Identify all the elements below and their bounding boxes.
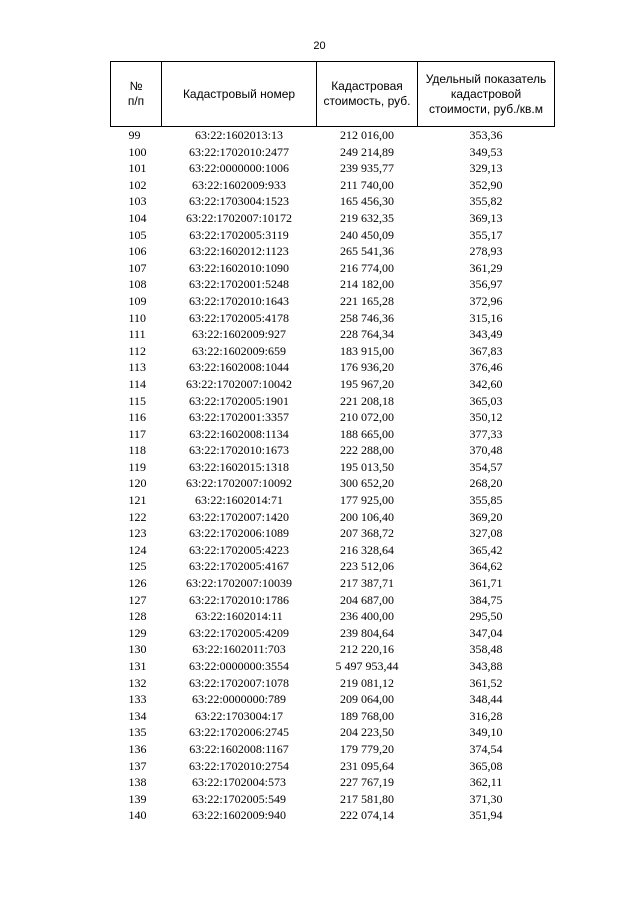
cell-cadastral-number: 63:22:1702001:5248 (188, 277, 289, 292)
cell-cadastral-value: 204 223,50 (340, 725, 394, 740)
cell-num: 121 (128, 493, 147, 508)
table-row (111, 492, 555, 509)
cell-num: 116 (128, 410, 147, 425)
cell-num: 106 (128, 244, 147, 259)
cell-cadastral-number: 63:22:1702005:4223 (188, 542, 289, 557)
cell-num: 122 (128, 509, 147, 524)
cell-specific-value: 365,08 (469, 758, 503, 773)
cell-cadastral-number: 63:22:1602008:1134 (189, 426, 289, 441)
cell-cadastral-value: 211 740,00 (340, 177, 394, 192)
table-row (111, 625, 555, 642)
cell-cadastral-number: 63:22:1702007:10092 (185, 476, 292, 491)
table-row (111, 393, 555, 410)
table-row (111, 210, 555, 227)
cell-specific-value: 351,94 (469, 808, 503, 823)
cell-cadastral-value: 214 182,00 (340, 277, 394, 292)
cell-cadastral-number: 63:22:1702005:4209 (188, 625, 289, 640)
cell-cadastral-number: 63:22:1602011:703 (192, 642, 286, 657)
cell-num: 117 (128, 426, 147, 441)
cell-specific-value: 315,16 (469, 310, 503, 325)
cell-num: 108 (128, 277, 147, 292)
cell-cadastral-number: 63:22:1602008:1044 (188, 360, 289, 375)
cell-num: 103 (128, 194, 147, 209)
cell-specific-value: 362,11 (469, 775, 503, 790)
cell-cadastral-value: 212 016,00 (340, 128, 394, 142)
cell-num: 139 (128, 791, 147, 806)
cell-num: 113 (128, 360, 147, 375)
cell-cadastral-value: 195 013,50 (340, 459, 394, 474)
table-row (111, 177, 555, 194)
cell-cadastral-number: 63:22:1702005:1901 (188, 393, 289, 408)
header-specific-value: Удельный показатель кадастровой стоимости, руб./кв.м (418, 62, 555, 127)
table-row (111, 641, 555, 658)
table-row (111, 558, 555, 575)
cell-cadastral-value: 217 581,80 (340, 791, 394, 806)
cell-cadastral-value: 249 214,89 (340, 144, 394, 159)
cell-num: 114 (128, 376, 147, 391)
cell-cadastral-number: 63:22:1702006:2745 (188, 725, 289, 740)
table-row (111, 442, 555, 459)
cell-specific-value: 377,33 (469, 426, 503, 441)
cell-num: 127 (128, 592, 147, 607)
cell-num: 99 (128, 128, 141, 142)
cell-cadastral-value: 177 925,00 (340, 493, 394, 508)
cell-num: 129 (128, 625, 147, 640)
cell-num: 105 (128, 227, 147, 242)
cell-num: 112 (128, 343, 147, 358)
cell-specific-value: 352,90 (469, 177, 503, 192)
cell-num: 128 (128, 609, 147, 624)
cell-specific-value: 349,53 (469, 144, 503, 159)
header-cadastral-value: Кадастровая стоимость, руб. (317, 62, 418, 127)
table-row (111, 127, 555, 144)
table-row (111, 326, 555, 343)
cell-cadastral-number: 63:22:1602012:1123 (189, 244, 289, 259)
cell-num: 100 (128, 144, 147, 159)
cell-cadastral-value: 216 774,00 (340, 260, 394, 275)
cell-num: 136 (128, 741, 147, 756)
table-header-row (111, 62, 555, 127)
table-row (111, 475, 555, 492)
table-row (111, 276, 555, 293)
cell-num: 124 (128, 542, 147, 557)
table-row (111, 343, 555, 360)
cell-num: 138 (128, 775, 147, 790)
header-cadastral-number: Кадастровый номер (162, 62, 317, 127)
table-row (111, 459, 555, 476)
cell-cadastral-number: 63:22:1602009:940 (191, 808, 286, 823)
cell-cadastral-value: 210 072,00 (340, 410, 394, 425)
cell-specific-value: 329,13 (469, 161, 503, 176)
cell-num: 101 (128, 161, 147, 176)
cell-cadastral-number: 63:22:1602010:1090 (188, 260, 289, 275)
cell-num: 111 (128, 327, 146, 342)
table-row (111, 675, 555, 692)
cell-num: 126 (128, 576, 147, 591)
cell-specific-value: 353,36 (469, 128, 503, 142)
table-row (111, 426, 555, 443)
cell-specific-value: 361,52 (469, 675, 503, 690)
cell-cadastral-number: 63:22:1702006:1089 (188, 526, 289, 541)
cell-cadastral-number: 63:22:1602013:13 (194, 128, 283, 142)
header-num: № п/п (111, 62, 162, 127)
cell-specific-value: 369,20 (469, 509, 503, 524)
cell-specific-value: 349,10 (469, 725, 503, 740)
cell-cadastral-number: 63:22:1702005:4167 (188, 559, 289, 574)
cell-specific-value: 350,12 (469, 410, 503, 425)
table-body (111, 127, 555, 824)
cell-cadastral-number: 63:22:1702007:1420 (188, 509, 289, 524)
cell-cadastral-value: 258 746,36 (340, 310, 394, 325)
cell-cadastral-value: 231 095,64 (340, 758, 394, 773)
cell-cadastral-number: 63:22:1702010:2477 (188, 144, 289, 159)
table-row (111, 708, 555, 725)
cell-num: 131 (128, 659, 147, 673)
cell-specific-value: 364,62 (469, 559, 503, 574)
cell-specific-value: 358,48 (469, 642, 503, 657)
cell-num: 115 (128, 393, 147, 408)
cell-cadastral-number: 63:22:1602014:71 (194, 493, 283, 508)
cell-specific-value: 384,75 (469, 592, 503, 607)
cell-specific-value: 268,20 (469, 476, 503, 491)
cell-cadastral-value: 212 220,16 (340, 642, 394, 657)
cell-cadastral-number: 63:22:1702005:549 (191, 791, 286, 806)
cell-cadastral-value: 217 387,71 (340, 576, 394, 591)
cell-specific-value: 343,49 (469, 327, 503, 342)
table-row (111, 741, 555, 758)
cell-cadastral-number: 63:22:0000000:3554 (188, 659, 289, 673)
cell-cadastral-value: 216 328,64 (340, 542, 394, 557)
cadastral-table (110, 61, 555, 824)
cell-cadastral-number: 63:22:1702007:10039 (185, 576, 292, 591)
cell-cadastral-value: 209 064,00 (340, 692, 394, 707)
cell-specific-value: 361,29 (469, 260, 503, 275)
table-row (111, 310, 555, 327)
table-row (111, 807, 555, 824)
cell-cadastral-value: 222 074,14 (340, 808, 394, 823)
cell-specific-value: 355,17 (469, 227, 503, 242)
table-row (111, 509, 555, 526)
cell-num: 107 (128, 260, 147, 275)
cell-cadastral-value: 236 400,00 (340, 609, 394, 624)
cell-cadastral-value: 204 687,00 (340, 592, 394, 607)
table-row (111, 260, 555, 277)
cell-specific-value: 348,44 (469, 692, 503, 707)
cell-specific-value: 355,82 (469, 194, 503, 209)
cell-cadastral-value: 222 288,00 (340, 443, 394, 458)
table-row (111, 542, 555, 559)
cell-num: 134 (128, 708, 147, 723)
cell-cadastral-number: 63:22:1602009:933 (191, 177, 286, 192)
table-row (111, 758, 555, 775)
cell-cadastral-number: 63:22:1702005:4178 (188, 310, 289, 325)
table-row (111, 592, 555, 609)
cell-specific-value: 369,13 (469, 210, 503, 225)
cell-specific-value: 365,42 (469, 542, 503, 557)
table-row (111, 160, 555, 177)
page-number: 20 (313, 40, 326, 52)
cell-cadastral-value: 165 456,30 (340, 194, 394, 209)
cell-cadastral-value: 219 081,12 (340, 675, 394, 690)
table-row (111, 193, 555, 210)
cell-num: 137 (128, 758, 147, 773)
cell-cadastral-number: 63:22:1602008:1167 (189, 741, 289, 756)
cell-cadastral-number: 63:22:1702007:10172 (185, 210, 292, 225)
cell-num: 125 (128, 559, 147, 574)
table-row (111, 658, 555, 675)
cell-specific-value: 371,30 (469, 791, 503, 806)
cell-specific-value: 367,83 (469, 343, 503, 358)
cell-specific-value: 376,46 (469, 360, 503, 375)
cell-cadastral-number: 63:22:1702010:1643 (188, 293, 289, 308)
cell-cadastral-value: 207 368,72 (340, 526, 394, 541)
cell-cadastral-number: 63:22:1602009:659 (191, 343, 286, 358)
cell-cadastral-value: 227 767,19 (340, 775, 394, 790)
cell-specific-value: 295,50 (469, 609, 503, 624)
cell-cadastral-value: 200 106,40 (340, 509, 394, 524)
table-row (111, 409, 555, 426)
cell-num: 130 (128, 642, 147, 657)
cell-cadastral-number: 63:22:0000000:1006 (188, 161, 289, 176)
cell-cadastral-number: 63:22:1702007:1078 (188, 675, 289, 690)
cell-cadastral-value: 239 935,77 (340, 161, 394, 176)
cell-num: 109 (128, 293, 147, 308)
cell-num: 135 (128, 725, 147, 740)
cell-num: 123 (128, 526, 147, 541)
cell-specific-value: 356,97 (469, 277, 503, 292)
cell-cadastral-value: 219 632,35 (340, 210, 394, 225)
cell-cadastral-number: 63:22:1702007:10042 (185, 376, 292, 391)
cell-cadastral-value: 239 804,64 (340, 625, 394, 640)
cell-cadastral-value: 223 512,06 (340, 559, 394, 574)
cell-cadastral-value: 176 936,20 (340, 360, 394, 375)
cell-specific-value: 370,48 (469, 443, 503, 458)
cell-cadastral-number: 63:22:1702001:3357 (188, 410, 289, 425)
table-row (111, 575, 555, 592)
cell-cadastral-value: 221 208,18 (340, 393, 394, 408)
cell-cadastral-value: 265 541,36 (340, 244, 394, 259)
cell-specific-value: 327,08 (469, 526, 503, 541)
cell-cadastral-number: 63:22:1702010:2754 (188, 758, 289, 773)
cell-num: 119 (128, 459, 147, 474)
cell-cadastral-number: 63:22:1702010:1786 (188, 592, 289, 607)
cell-cadastral-number: 63:22:0000000:789 (191, 692, 286, 707)
table-row (111, 791, 555, 808)
cell-cadastral-value: 188 665,00 (340, 426, 394, 441)
table-row (111, 608, 555, 625)
cell-num: 140 (128, 808, 147, 823)
cell-specific-value: 278,93 (469, 244, 503, 259)
table-row (111, 227, 555, 244)
table-row (111, 359, 555, 376)
cell-num: 118 (128, 443, 147, 458)
table-row (111, 525, 555, 542)
cell-cadastral-number: 63:22:1602015:1318 (188, 459, 289, 474)
cell-num: 132 (128, 675, 147, 690)
cell-cadastral-value: 228 764,34 (340, 327, 394, 342)
cell-specific-value: 355,85 (469, 493, 503, 508)
cell-specific-value: 374,54 (469, 741, 503, 756)
cell-cadastral-number: 63:22:1702004:573 (191, 775, 286, 790)
cell-cadastral-number: 63:22:1702010:1673 (188, 443, 289, 458)
cell-specific-value: 372,96 (469, 293, 503, 308)
table-row (111, 144, 555, 161)
cell-num: 104 (128, 210, 147, 225)
cell-specific-value: 347,04 (469, 625, 503, 640)
cell-cadastral-value: 300 652,20 (340, 476, 394, 491)
cell-num: 102 (128, 177, 147, 192)
cell-specific-value: 342,60 (469, 376, 503, 391)
cell-specific-value: 316,28 (469, 708, 503, 723)
table-row (111, 774, 555, 791)
cell-specific-value: 365,03 (469, 393, 503, 408)
cell-specific-value: 361,71 (469, 576, 503, 591)
table-row (111, 243, 555, 260)
cell-cadastral-number: 63:22:1702005:3119 (189, 227, 289, 242)
cell-cadastral-number: 63:22:1703004:17 (194, 708, 283, 723)
cell-cadastral-number: 63:22:1602014:11 (195, 609, 283, 624)
cell-cadastral-value: 221 165,28 (340, 293, 394, 308)
cell-num: 120 (128, 476, 147, 491)
cell-cadastral-value: 189 768,00 (340, 708, 394, 723)
cell-num: 133 (128, 692, 147, 707)
cell-specific-value: 354,57 (469, 459, 503, 474)
cell-num: 110 (128, 310, 147, 325)
cell-cadastral-value: 240 450,09 (340, 227, 394, 242)
table-row (111, 691, 555, 708)
cell-cadastral-value: 179 779,20 (340, 741, 394, 756)
cell-cadastral-value: 195 967,20 (340, 376, 394, 391)
cell-specific-value: 343,88 (469, 659, 503, 673)
cell-cadastral-number: 63:22:1703004:1523 (188, 194, 289, 209)
table-row (111, 293, 555, 310)
table-row (111, 376, 555, 393)
cell-cadastral-number: 63:22:1602009:927 (191, 327, 286, 342)
cell-cadastral-value: 5 497 953,44 (335, 659, 399, 673)
table-row (111, 724, 555, 741)
cell-cadastral-value: 183 915,00 (340, 343, 394, 358)
